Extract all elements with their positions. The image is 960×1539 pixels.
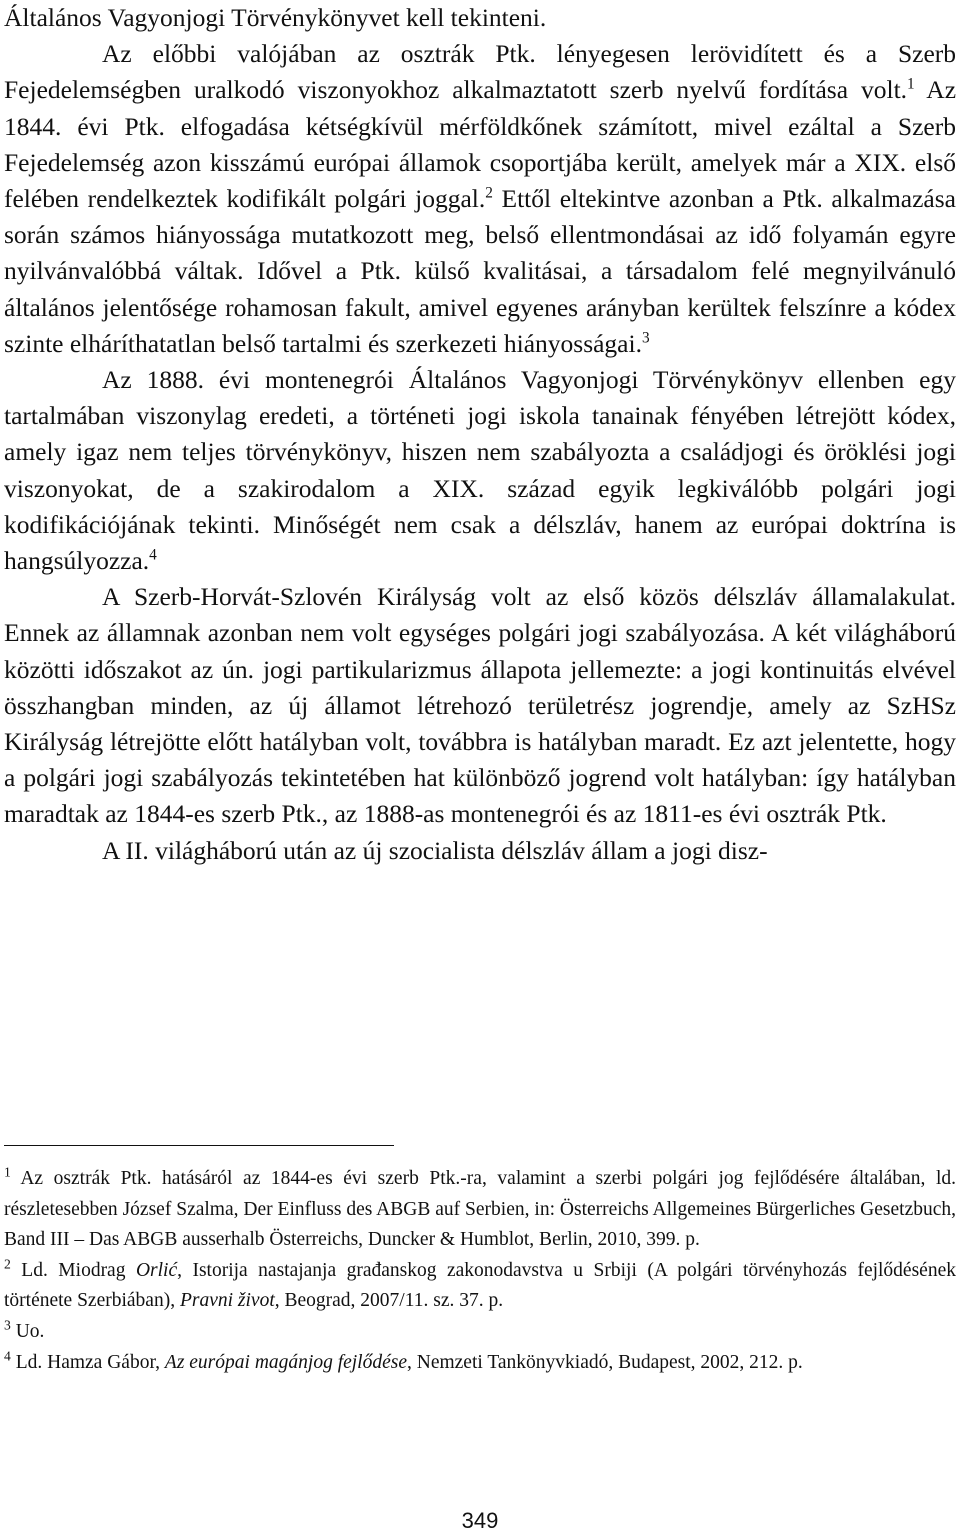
paragraph-text: A Szerb-Horvát-Szlovén Királyság volt az első közös délszláv államalakulat. Ennek az államnak azonban nem volt egységes polgári jogi szabályozása. A két világháború közötti időszakot az ún. jogi partikularizmus állapota jellemezte: a jogi kontinuitás elvével összhangban minden, az új államot létrehozó területrész jogrendje, amely az SzHSz Királyság létrejötte előtt hatályban volt, továbbra is hatályban maradt. Ez azt jelentette, hogy a polgári jogi szabályozás tekintetében hat különböző jogrend volt hatályban: így hatályban maradtak az 1844-es szerb Ptk., az 1888-as montenegrói és az 1811-es évi osztrák Ptk. bbox=[4, 582, 956, 829]
paragraph-post-war bbox=[4, 833, 956, 869]
footnote-text: Ld. Miodrag bbox=[10, 1259, 136, 1281]
paragraph-shs-kingdom bbox=[4, 579, 956, 832]
footnote-separator bbox=[4, 1145, 394, 1146]
paragraph-text: Az előbbi valójában az osztrák Ptk. lényegesen lerövidített és a Szerb Fejedelemségben uralkodó viszonyokhoz alkalmaztatott szerb nyelvű fordítása volt. bbox=[4, 39, 956, 105]
paragraph-montenegro-1888 bbox=[4, 362, 956, 579]
footnote-journal-title: Pravni život bbox=[179, 1290, 275, 1312]
paragraph-text: A II. világháború után az új szocialista délszláv állam a jogi disz- bbox=[102, 835, 768, 865]
footnote-mark: 4 bbox=[4, 1348, 11, 1364]
paragraph-text: Az 1844. évi Ptk. elfogadása kétségkívül mérföldkőnek számított, mivel ezáltal a Szerb Fejedelemség azon kisszámú európai államok csoportjába került, amelyek már a XIX. első felében rendelkeztek kodifikált polgári joggal. bbox=[4, 75, 957, 214]
footnote-3 bbox=[4, 1317, 956, 1348]
document-page bbox=[4, 0, 956, 869]
footnote-2 bbox=[4, 1256, 956, 1317]
body-text bbox=[4, 0, 956, 869]
footnote-mark: 2 bbox=[4, 1256, 11, 1272]
paragraph-ptk-1844 bbox=[4, 36, 956, 362]
footnote-mark: 3 bbox=[4, 1317, 11, 1333]
footnote-book-title: Az európai magánjog fejlődése bbox=[164, 1351, 407, 1373]
footnote-text: , Nemzeti Tankönyvkiadó, Budapest, 2002, 212. p. bbox=[407, 1351, 803, 1373]
footnote-ref-1[interactable]: 1 bbox=[907, 75, 915, 93]
page-number: 349 bbox=[461, 1508, 499, 1533]
footnote-text: , Beograd, 2007/11. sz. 37. p. bbox=[274, 1290, 504, 1312]
footnote-ref-3[interactable]: 3 bbox=[641, 329, 650, 347]
footnote-text: Az osztrák Ptk. hatásáról az 1844-es évi szerb Ptk.-ra, valamint a szerbi polgári jog fejlődésére általában, ld. részletesebben József Szalma, Der Einfluss des ABGB auf Serbien, in: Österreichs Allgemeines Bürgerliches Gesetzbuch, Band III – Das ABGB ausserhalb Österreichs, Duncker & Humblot, Berlin, 2010, 399. p. bbox=[4, 1168, 956, 1251]
footnote-text: Uo. bbox=[10, 1320, 45, 1342]
footnote-1 bbox=[4, 1164, 956, 1256]
paragraph-text: Az 1888. évi montenegrói Általános Vagyonjogi Törvénykönyv ellenben egy tartalmában viszonylag eredeti, a történeti jogi iskola tanainak fényében létrejött kódex, amely igaz nem teljes törvénykönyv, hiszen nem szabályozta a családjogi és öröklési jogi viszonyokat, de a szakirodalom a XIX. század egyik legkiválóbb polgári jogi kodifikációjának tekinti. Minőségét nem csak a délszláv, hanem az európai doktrína is hangsúlyozza. bbox=[4, 365, 956, 576]
footnote-text: , Istorija nastajanja građanskog zakonodavstva u Srbiji (A polgári törvényhozás fejlődésének története Szerbiában), bbox=[4, 1259, 956, 1312]
footnote-mark: 1 bbox=[4, 1164, 11, 1180]
footnote-ref-2[interactable]: 2 bbox=[485, 184, 493, 202]
footnote-4 bbox=[4, 1348, 956, 1379]
paragraph-text: Ettől eltekintve azonban a Ptk. alkalmazása során számos hiányossága mutatkozott meg, belső ellentmondásai az idő folyamán egyre nyilvánvalóbbá váltak. Idővel a Ptk. külső kvalitásai, a társadalom felé megnyilvánuló általános jelentősége rohamosan fakult, amivel egyenes arányban kerültek felszínre a kódex szinte elháríthatatlan belső tartalmi és szerkezeti hiányosságai. bbox=[4, 184, 956, 358]
paragraph-text: Általános Vagyonjogi Törvénykönyvet kell tekinteni. bbox=[4, 3, 547, 32]
paragraph-continuation bbox=[4, 0, 956, 36]
footnote-ref-4[interactable]: 4 bbox=[149, 546, 157, 564]
footnote-text: Ld. Hamza Gábor, bbox=[10, 1351, 165, 1373]
footnotes bbox=[4, 1164, 956, 1378]
footnote-author: Orlić bbox=[135, 1259, 178, 1281]
